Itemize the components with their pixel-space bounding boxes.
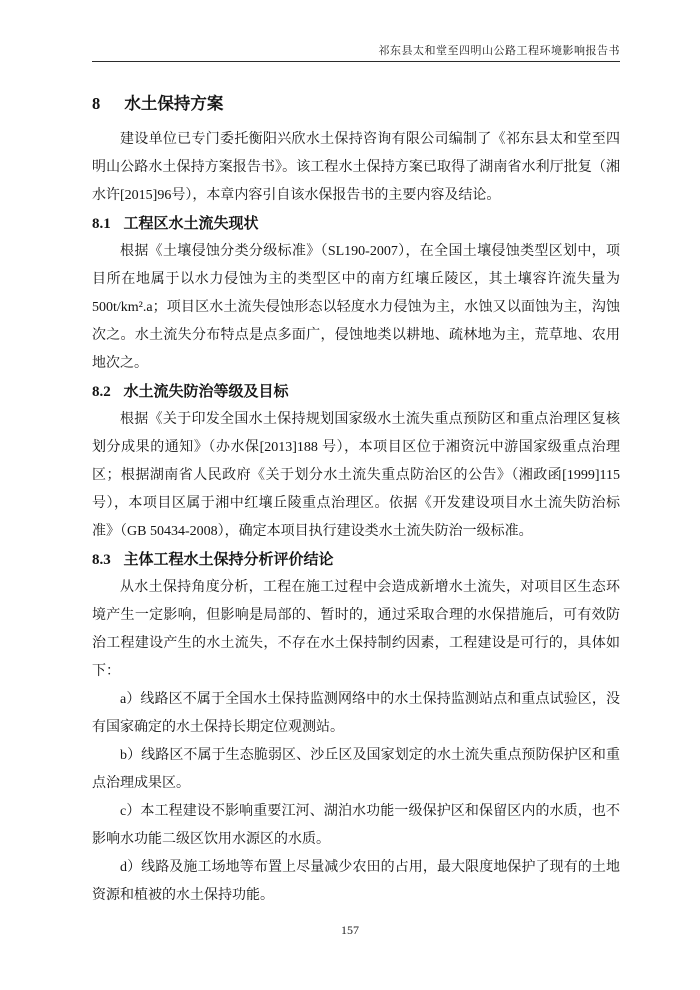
section-8-3-item-b: b）线路区不属于生态脆弱区、沙丘区及国家划定的水土流失重点预防保护区和重点治理成果区。 xyxy=(92,748,620,791)
section-title: 主体工程水土保持分析评价结论 xyxy=(123,552,334,568)
section-number: 8.3 xyxy=(92,552,111,568)
section-8-2-paragraph: 根据《关于印发全国水土保持规划国家级水土流失重点预防区和重点治理区复核划分成果的通知》（办水保[2013]188 号），本项目区位于湘资沅中游国家级重点治理区；根据湖南省人民政府《关于划分水土流失重点防治区的公告》（湘政函[1999]115号），本项目区属于湘中红壤丘陵重点治理区。依据《开发建设项目水土流失防治标准》（GB 50434-2008），确定本项目执行建设类水土流失防治一级标准。 xyxy=(92,412,620,539)
running-header xyxy=(92,43,620,59)
header-rule xyxy=(92,61,620,62)
section-heading-8-2 xyxy=(92,378,620,406)
running-header-title: 祁东县太和堂至四明山公路工程环境影响报告书 xyxy=(378,45,620,57)
page-number: 157 xyxy=(341,923,359,937)
chapter-title: 水土保持方案 xyxy=(124,94,224,113)
section-8-3-item-c: c）本工程建设不影响重要江河、湖泊水功能一级保护区和保留区内的水质，也不影响水功能二级区饮用水源区的水质。 xyxy=(92,804,620,847)
section-8-1-paragraph: 根据《土壤侵蚀分类分级标准》（SL190-2007），在全国土壤侵蚀类型区划中，项目所在地属于以水力侵蚀为主的类型区中的南方红壤丘陵区，其土壤容许流失量为500t/km².a；项目区水土流失侵蚀形态以轻度水力侵蚀为主，水蚀又以面蚀为主，沟蚀次之。水土流失分布特点是点多面广，侵蚀地类以耕地、疏林地为主，荒草地、农用地次之。 xyxy=(92,244,620,371)
section-number: 8.1 xyxy=(92,216,111,232)
section-heading-8-3 xyxy=(92,546,620,574)
section-8-3-item-d: d）线路及施工场地等布置上尽量减少农田的占用，最大限度地保护了现有的土地资源和植被的水土保持功能。 xyxy=(92,860,620,903)
document-body xyxy=(92,88,620,910)
section-title: 水土流失防治等级及目标 xyxy=(123,384,289,400)
chapter-heading xyxy=(92,88,620,120)
section-number: 8.2 xyxy=(92,384,111,400)
chapter-intro-paragraph: 建设单位已专门委托衡阳兴欣水土保持咨询有限公司编制了《祁东县太和堂至四明山公路水土保持方案报告书》。该工程水土保持方案已取得了湖南省水利厅批复（湘水许[2015]96号），本章内容引自该水保报告书的主要内容及结论。 xyxy=(92,132,620,203)
section-8-3-paragraph: 从水土保持角度分析，工程在施工过程中会造成新增水土流失，对项目区生态环境产生一定影响，但影响是局部的、暂时的，通过采取合理的水保措施后，可有效防治工程建设产生的水土流失，不存在水土保持制约因素，工程建设是可行的，具体如下： xyxy=(92,580,620,679)
page-footer xyxy=(0,922,700,938)
section-heading-8-1 xyxy=(92,210,620,238)
section-title: 工程区水土流失现状 xyxy=(123,216,259,232)
chapter-number: 8 xyxy=(92,94,101,113)
section-8-3-item-a: a）线路区不属于全国水土保持监测网络中的水土保持监测站点和重点试验区，没有国家确定的水土保持长期定位观测站。 xyxy=(92,692,620,735)
